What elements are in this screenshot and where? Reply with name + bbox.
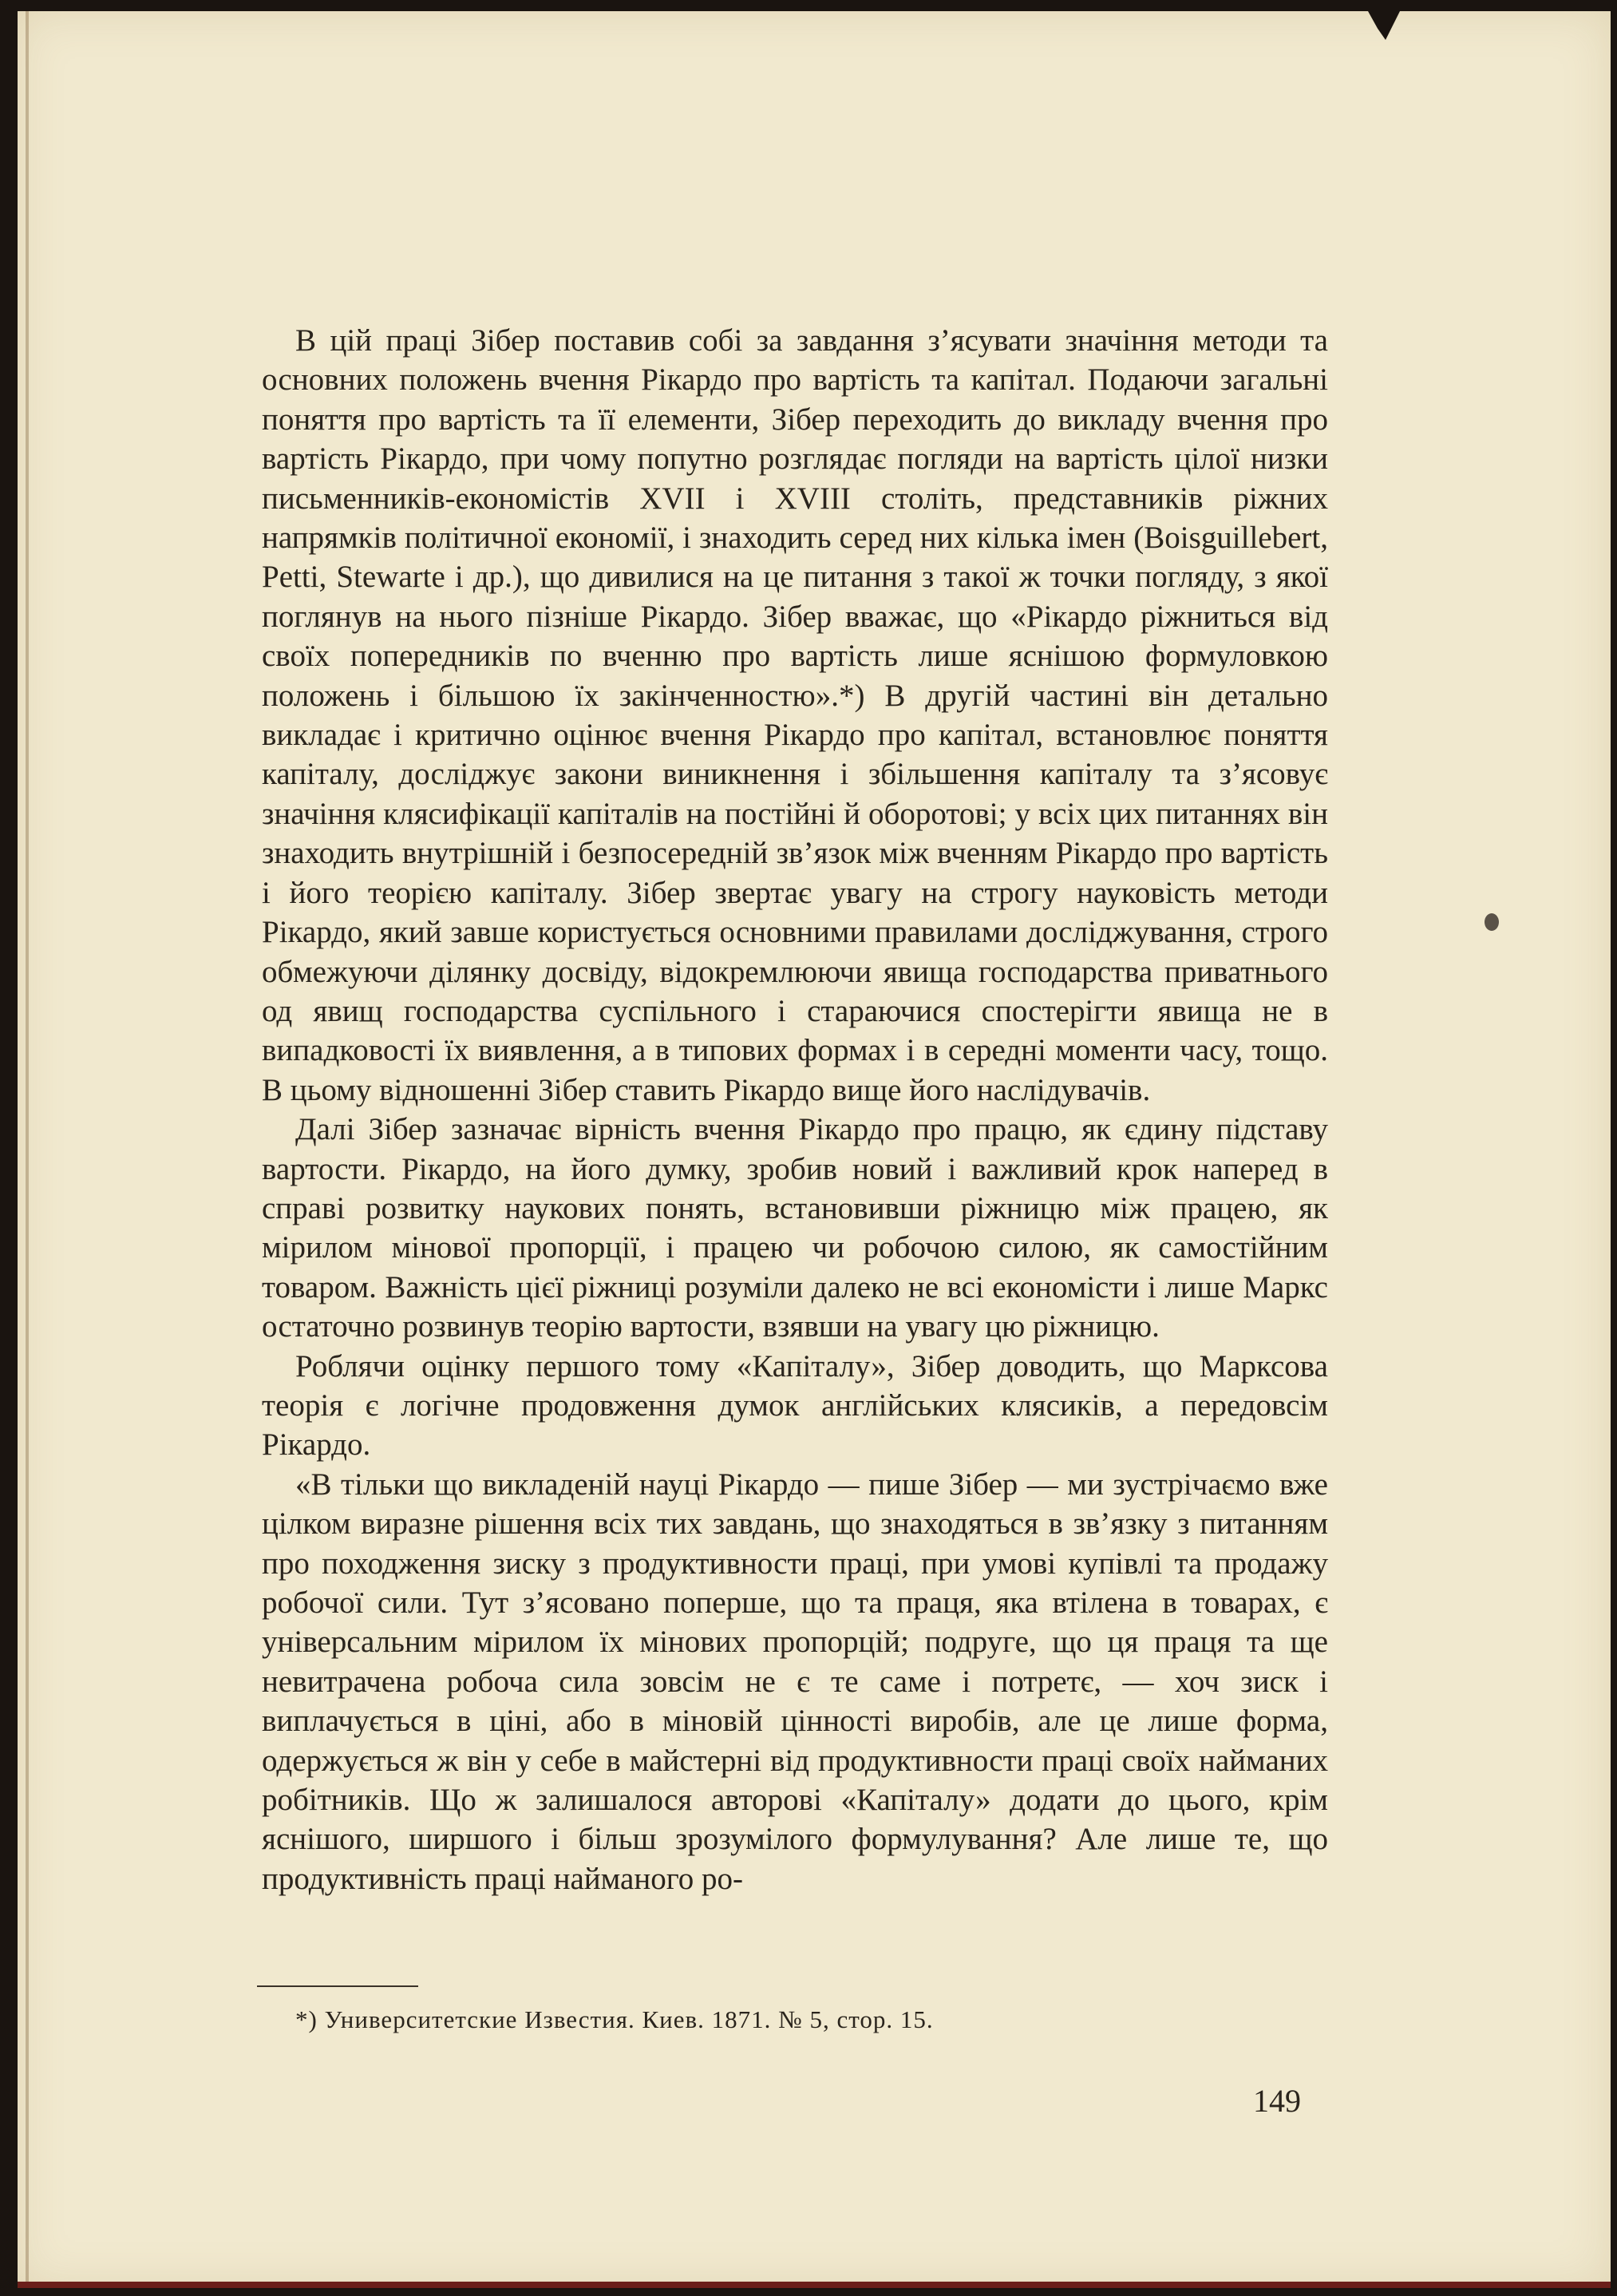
ink-spot bbox=[1485, 913, 1499, 931]
page-spine-shadow bbox=[26, 11, 29, 2288]
paragraph: «В тільки що викладеній науці Рікардо — пише Зібер — ми зустрічаємо вже цілком виразне рішення всіх тих завдань, що знаходяться в зв’язку з питанням про походження зиску з продуктивности праці, при умові купівлі та продажу робочої сили. Тут з’ясовано поперше, що та праця, яка втілена в товарах, є універсальним мірилом їх мінових пропорцій; подруге, що ця праця та ще невитрачена робоча сила зовсім не є те саме і потретє, — хоч зиск і виплачується в ціні, або в міновій цінності виробів, але це лише форма, одержується ж він у себе в майстерні від продуктивности праці своїх найманих робітників. Що ж залишалося авторові «Капіталу» додати до цього, крім яснішого, ширшого і більш зрозумілого формулування? Але лише те, що продуктивність праці найманого ро- bbox=[262, 1467, 1328, 1896]
paragraph: В цій праці Зібер поставив собі за завдання з’ясувати значіння методи та основних положень вчення Рікардо про вартість та капітал. Подаючи загальні поняття про вартість та її елементи, Зібер переходить до викладу вчення про вартість Рікардо, при чому попутно розглядає погляди на вартість цілої низки письменників-економістів XVII і XVIII століть, представників ріжних напрямків політичної економії, і знаходить серед них кілька імен (Boisguillebert, Petti, Stewarte і др.), що дивилися на це питання з такої ж точки погляду, з якої поглянув на нього пізніше Рікардо. Зібер вважає, що «Рікардо ріжниться від своїх попередників по вченню про вартість лише яснішою формуловкою положень і більшою їх закінченностю».*) В другій частині він детально викладає і критично оцінює вчення Рікардо про капітал, встановлює поняття капіталу, досліджує закони виникнення і збільшення капіталу та з’ясовує значіння клясифікації капіталів на постійні й оборотові; у всіх цих питаннях він знаходить внутрішній і безпосередній зв’язок між вченням Рікардо про вартість і його теорією капіталу. Зібер звертає увагу на строгу науковість методи Рікардо, який завше користується основними правилами досліджування, строго обмежуючи ділянку досвіду, відокремлюючи явища господарства приватнього од явищ господарства суспільного і стараючися спостерігти явища не в випадковості їх виявлення, а в типових формах і в середні моменти часу, тощо. В цьому відношенні Зібер ставить Рікардо вище його наслідувачів. bbox=[262, 323, 1328, 1107]
page-number: 149 bbox=[1253, 2083, 1301, 2119]
footnote-divider bbox=[257, 1985, 418, 1987]
body-text bbox=[262, 321, 1328, 1898]
paragraph: Роблячи оцінку першого тому «Капіталу», Зібер доводить, що Марксова теорія є логічне продовження думок англійських клясиків, а передовсім Рікардо. bbox=[262, 1348, 1328, 1463]
footnote: *) Университетские Известия. Киев. 1871. № 5, стор. 15. bbox=[295, 2005, 934, 2033]
book-page bbox=[18, 11, 1611, 2288]
page-bottom-edge bbox=[18, 2282, 1611, 2288]
binding-clip-mark bbox=[1368, 11, 1400, 40]
paragraph: Далі Зібер зазначає вірність вчення Рікардо про працю, як єдину підставу вартости. Рікардо, на його думку, зробив новий і важливий крок наперед в справі розвитку наукових понять, встановивши ріжницю між працею, як мірилом мінової пропорції, і працею чи робочою силою, як самостійним товаром. Важність цієї ріжниці розуміли далеко не всі економісти і лише Маркс остаточно розвинув теорію вартости, взявши на увагу цю ріжницю. bbox=[262, 1112, 1328, 1344]
